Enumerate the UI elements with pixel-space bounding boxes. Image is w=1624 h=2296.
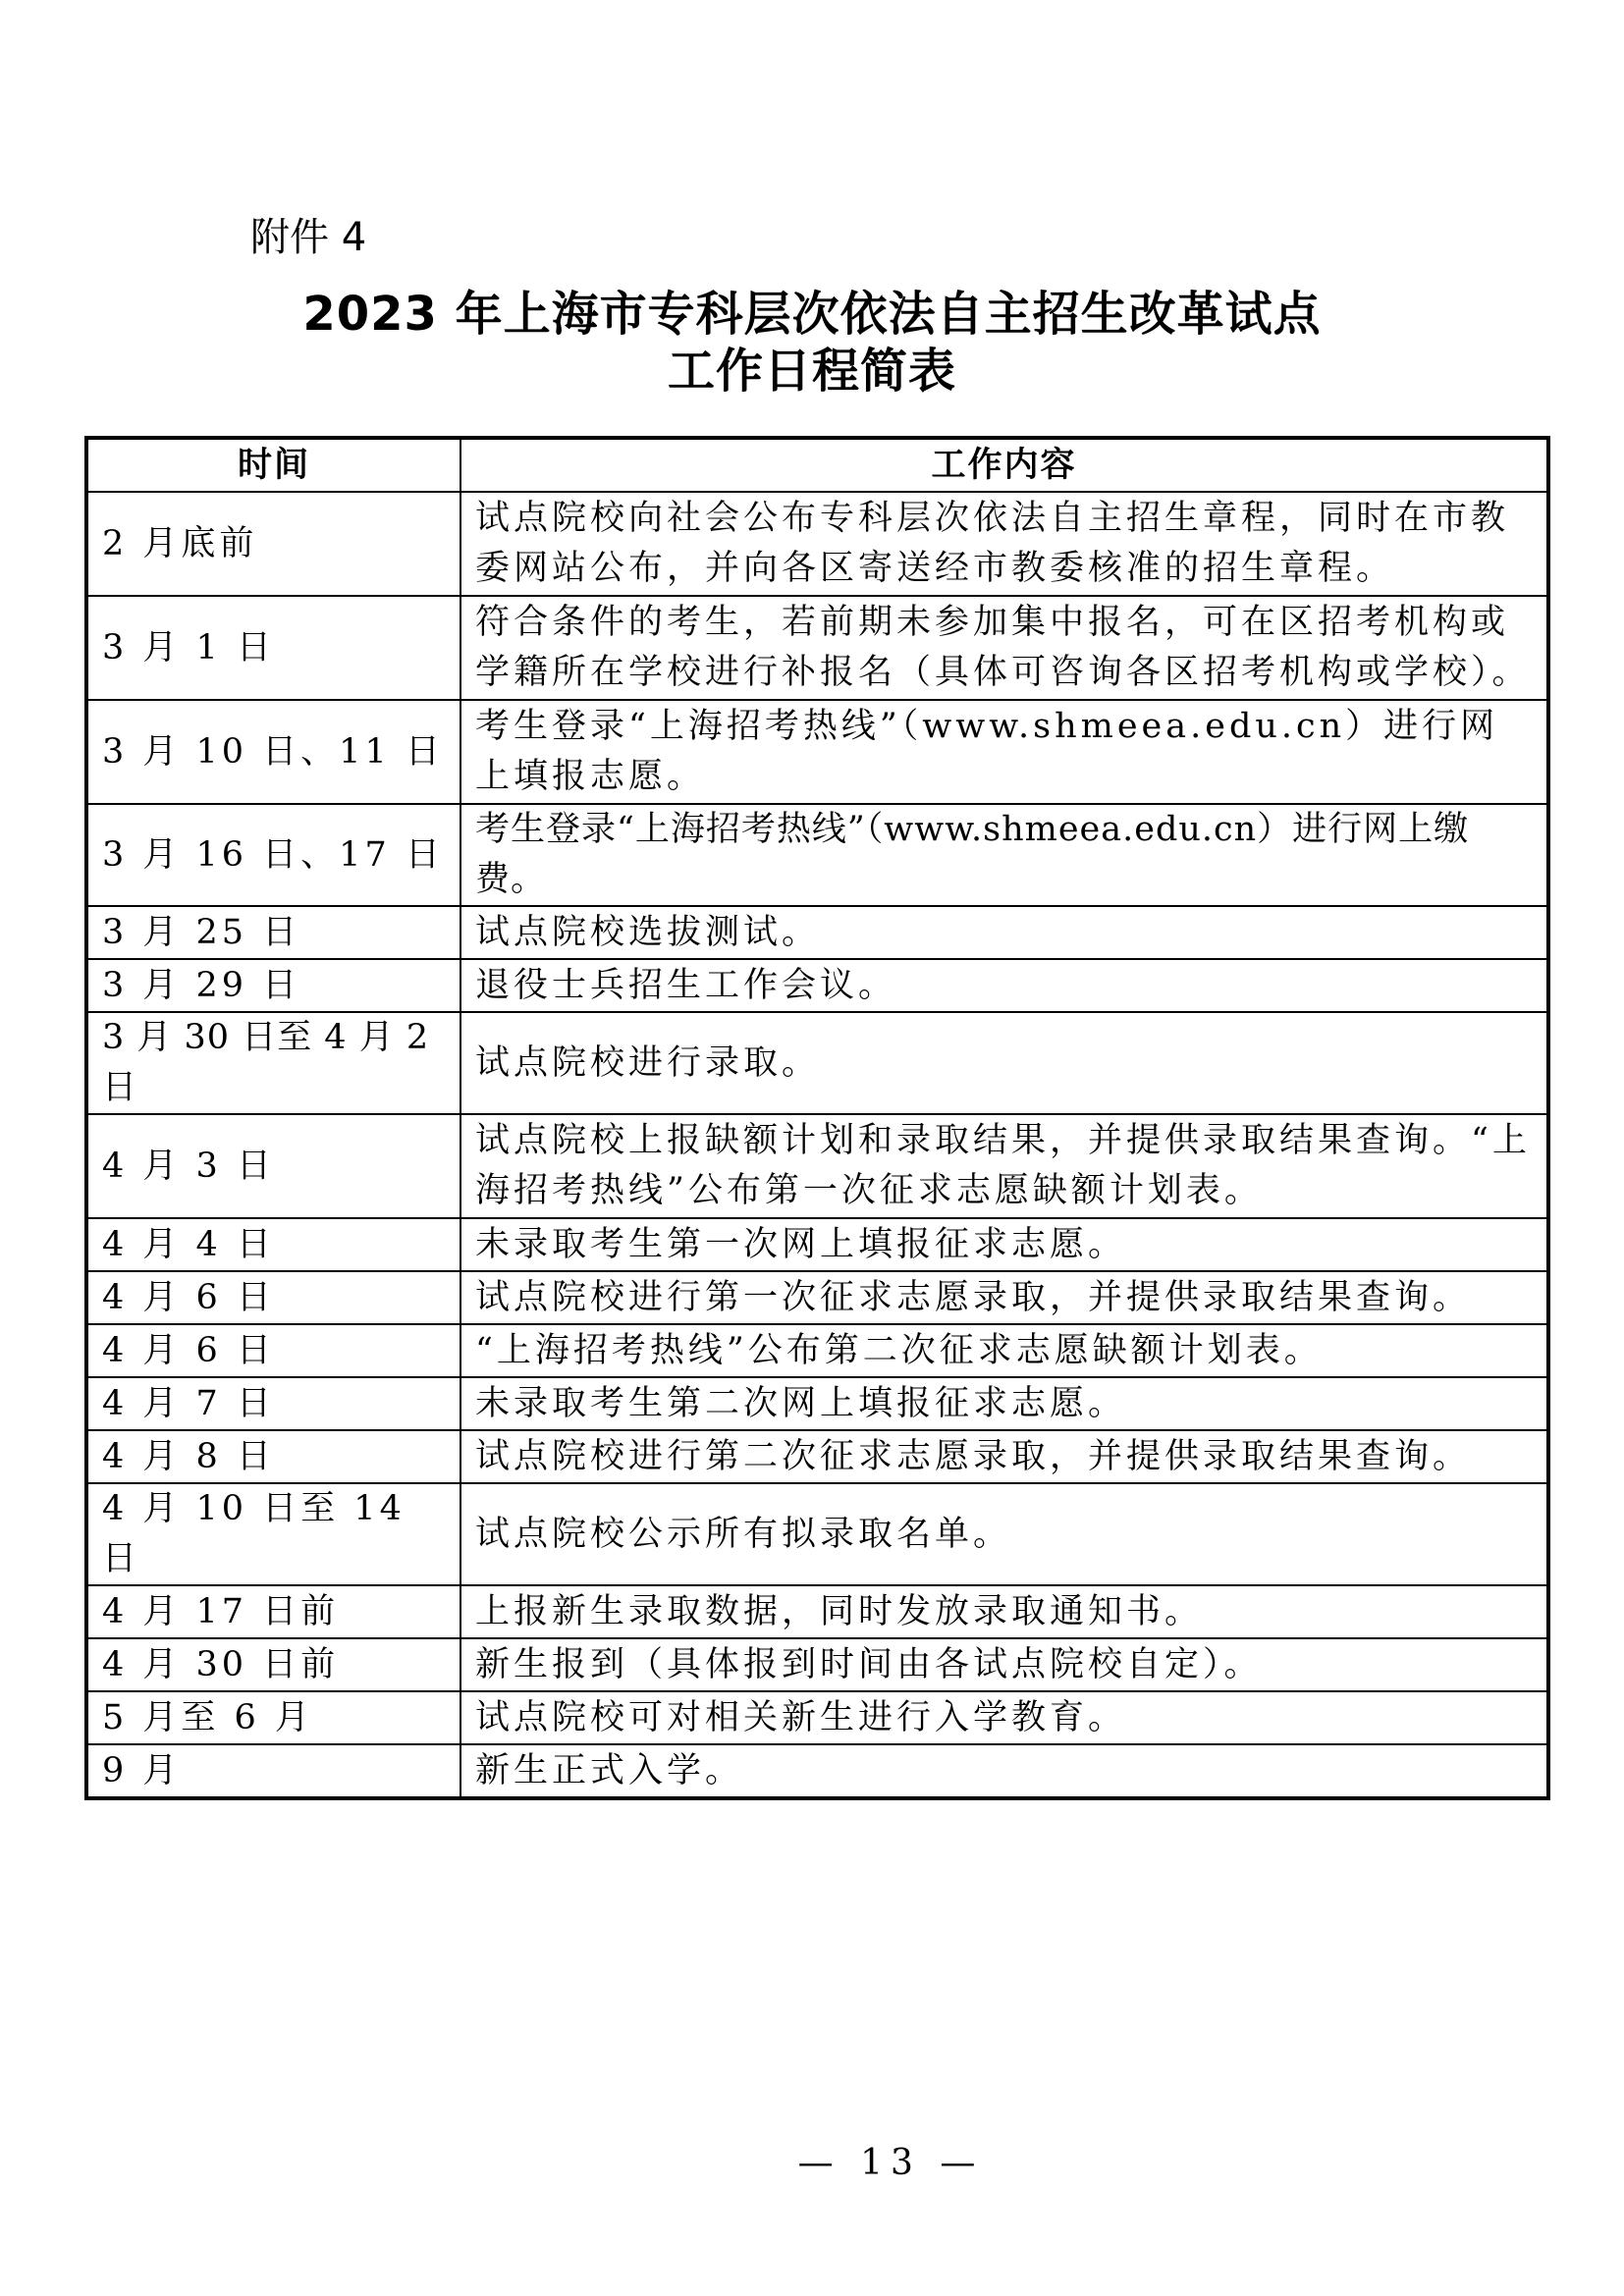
cell-time: 5 月至 6 月 xyxy=(86,1691,460,1744)
cell-time: 3 月 30 日至 4 月 2 日 xyxy=(86,1012,460,1114)
cell-time: 4 月 3 日 xyxy=(86,1114,460,1218)
document-subtitle: 工作日程简表 xyxy=(667,344,956,399)
cell-time: 2 月底前 xyxy=(86,492,460,596)
document-title: 2023 年上海市专科层次依法自主招生改革试点 xyxy=(302,287,1322,342)
cell-work: 新生报到（具体报到时间由各试点院校自定）。 xyxy=(460,1638,1548,1691)
cell-work: 试点院校进行第一次征求志愿录取，并提供录取结果查询。 xyxy=(460,1271,1548,1324)
cell-work: 上报新生录取数据，同时发放录取通知书。 xyxy=(460,1585,1548,1638)
cell-work: 试点院校选拔测试。 xyxy=(460,906,1548,959)
cell-time: 4 月 17 日前 xyxy=(86,1585,460,1638)
table-row xyxy=(86,804,1548,906)
table-row xyxy=(86,1324,1548,1377)
cell-work: “上海招考热线”公布第二次征求志愿缺额计划表。 xyxy=(460,1324,1548,1377)
table-row xyxy=(86,596,1548,700)
table-row xyxy=(86,492,1548,596)
cell-work: 符合条件的考生，若前期未参加集中报名，可在区招考机构或学籍所在学校进行补报名（具体可咨询各区招考机构或学校）。 xyxy=(460,596,1548,700)
cell-work: 未录取考生第一次网上填报征求志愿。 xyxy=(460,1218,1548,1271)
cell-work: 试点院校可对相关新生进行入学教育。 xyxy=(460,1691,1548,1744)
cell-time: 4 月 4 日 xyxy=(86,1218,460,1271)
table-row xyxy=(86,1483,1548,1585)
table-row xyxy=(86,1271,1548,1324)
cell-work: 退役士兵招生工作会议。 xyxy=(460,959,1548,1012)
header-time: 时间 xyxy=(86,438,460,492)
table-row xyxy=(86,959,1548,1012)
table-row xyxy=(86,1114,1548,1218)
cell-time: 3 月 25 日 xyxy=(86,906,460,959)
cell-work: 试点院校进行第二次征求志愿录取，并提供录取结果查询。 xyxy=(460,1430,1548,1483)
table-row xyxy=(86,1377,1548,1430)
cell-time: 9 月 xyxy=(86,1744,460,1798)
cell-time: 3 月 29 日 xyxy=(86,959,460,1012)
cell-time: 3 月 1 日 xyxy=(86,596,460,700)
table-row xyxy=(86,1012,1548,1114)
table-row xyxy=(86,1691,1548,1744)
table-header-row xyxy=(86,438,1548,492)
cell-time: 4 月 30 日前 xyxy=(86,1638,460,1691)
cell-time: 3 月 10 日、11 日 xyxy=(86,700,460,804)
schedule-table xyxy=(84,436,1550,1800)
cell-work: 新生正式入学。 xyxy=(460,1744,1548,1798)
page-number: — 13 — xyxy=(797,2143,984,2183)
attachment-label: 附件 4 xyxy=(250,215,367,260)
cell-time: 4 月 10 日至 14 日 xyxy=(86,1483,460,1585)
header-work: 工作内容 xyxy=(460,438,1548,492)
cell-work: 试点院校向社会公布专科层次依法自主招生章程，同时在市教委网站公布，并向各区寄送经市教委核准的招生章程。 xyxy=(460,492,1548,596)
cell-work: 考生登录“上海招考热线”（www.shmeea.edu.cn）进行网上缴费。 xyxy=(460,804,1548,906)
cell-work: 考生登录“上海招考热线”（www.shmeea.edu.cn）进行网上填报志愿。 xyxy=(460,700,1548,804)
cell-time: 4 月 6 日 xyxy=(86,1271,460,1324)
table-row xyxy=(86,700,1548,804)
cell-time: 4 月 8 日 xyxy=(86,1430,460,1483)
cell-time: 4 月 7 日 xyxy=(86,1377,460,1430)
cell-work: 试点院校上报缺额计划和录取结果，并提供录取结果查询。“上海招考热线”公布第一次征求志愿缺额计划表。 xyxy=(460,1114,1548,1218)
table-row xyxy=(86,1638,1548,1691)
cell-work: 试点院校公示所有拟录取名单。 xyxy=(460,1483,1548,1585)
table-row xyxy=(86,906,1548,959)
table-row xyxy=(86,1585,1548,1638)
table-row xyxy=(86,1430,1548,1483)
table-row xyxy=(86,1744,1548,1798)
table-row xyxy=(86,1218,1548,1271)
cell-work: 试点院校进行录取。 xyxy=(460,1012,1548,1114)
cell-time: 4 月 6 日 xyxy=(86,1324,460,1377)
cell-time: 3 月 16 日、17 日 xyxy=(86,804,460,906)
cell-work: 未录取考生第二次网上填报征求志愿。 xyxy=(460,1377,1548,1430)
